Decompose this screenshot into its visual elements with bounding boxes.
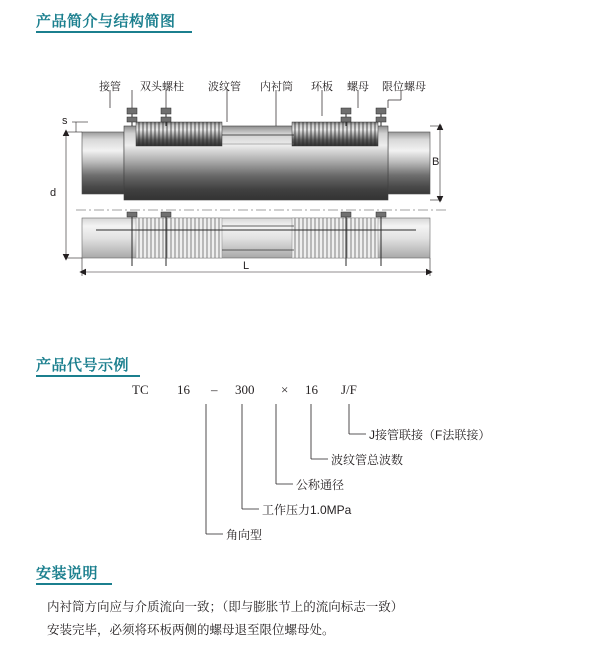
callout-label-5: 螺母 [347,81,369,93]
code-token-joint: J/F [341,382,357,397]
dimension-label-L: L [243,260,250,272]
install-notes [47,598,567,644]
callout-label-1: 双头螺柱 [140,81,184,93]
code-desc-joint: J接管联接（F法联接） [369,428,491,442]
code-token-model: TC [132,382,149,397]
structure-diagram [36,60,564,290]
code-desc-pressure: 工作压力1.0MPa [262,503,352,517]
code-desc-model: 角向型 [226,528,263,542]
code-desc-waves: 波纹管总波数 [331,453,404,467]
dimension-label-s: s [62,115,68,127]
section-underline-code [36,375,140,377]
code-token-dash: – [211,382,218,397]
product-code-example [36,382,564,542]
structure-diagram-svg [36,60,564,290]
code-desc-diameter: 公称通径 [296,478,345,492]
code-token-diameter: 300 [235,382,255,397]
code-token-waves: 16 [305,382,318,397]
install-note-2: 安装完毕，必须将环板两侧的螺母退至限位螺母处。 [47,623,335,637]
install-note-1: 内衬筒方向应与介质流向一致；（即与膨胀节上的流向标志一致） [47,600,404,614]
code-token-pressure: 16 [177,382,190,397]
callout-label-6: 限位螺母 [382,81,426,93]
callout-label-4: 环板 [311,81,333,93]
code-token-times: × [281,382,289,397]
callout-label-2: 波纹管 [208,81,241,93]
dimension-label-d: d [50,187,57,199]
section-underline-intro [36,31,192,33]
section-title-intro: 产品简介与结构简图 [36,13,176,30]
section-underline-install [36,583,112,585]
dimension-label-B: B [432,156,440,168]
section-title-install: 安装说明 [36,565,99,582]
section-title-code: 产品代号示例 [36,357,130,374]
callout-label-3: 内衬筒 [260,81,293,93]
code-leader-lines [36,382,564,542]
callout-label-0: 接管 [99,81,121,93]
